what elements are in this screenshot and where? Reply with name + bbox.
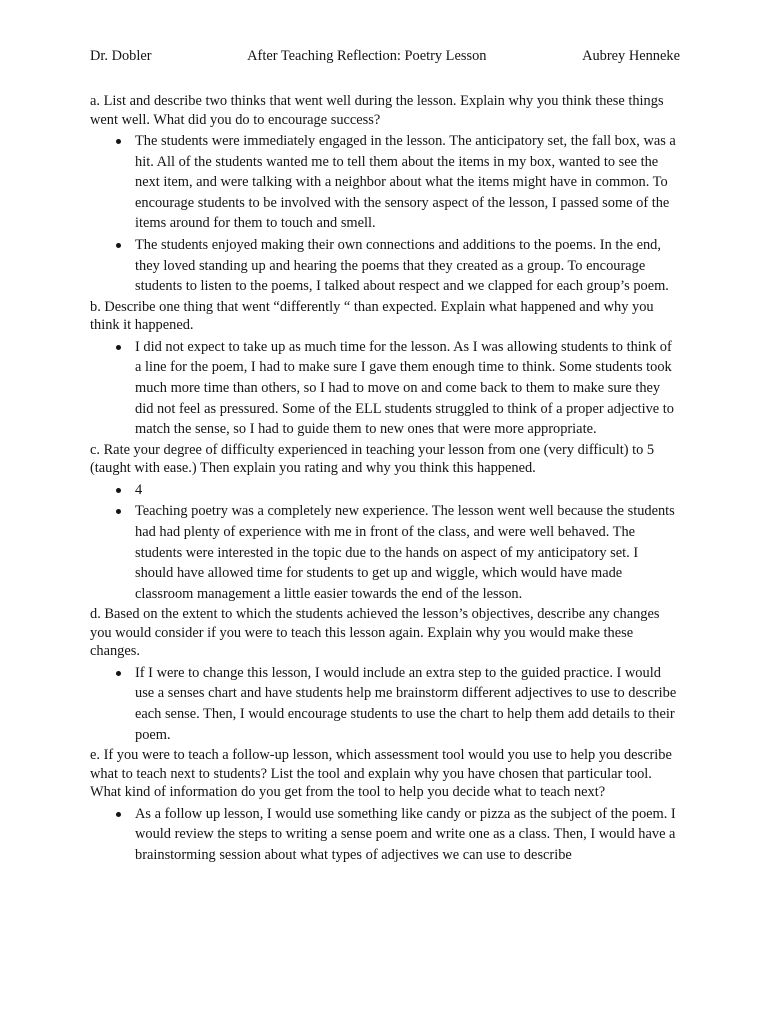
answer-bullet: 4 bbox=[135, 480, 680, 501]
answer-list-a bbox=[90, 131, 680, 297]
document-body bbox=[90, 92, 680, 866]
answer-list-e bbox=[90, 804, 680, 866]
answer-bullet: The students enjoyed making their own connections and additions to the poems. In the end, they loved standing up and hearing the poems that they created as a group. To encourage students to listen to the poems, I talked about respect and we clapped for each group’s poem. bbox=[135, 235, 680, 297]
answer-list-d bbox=[90, 663, 680, 745]
answer-list-c bbox=[90, 480, 680, 605]
document-title: After Teaching Reflection: Poetry Lesson bbox=[247, 48, 487, 64]
page-header bbox=[90, 46, 680, 66]
instructor-name: Dr. Dobler bbox=[90, 48, 152, 64]
answer-bullet: I did not expect to take up as much time for the lesson. As I was allowing students to think of a line for the poem, I had to make sure I gave them enough time to think. Some students took much more time than others, so I had to move on and come back to them to make sure they did not feel as pressured. Some of the ELL students struggled to think of a proper adjective to match the sense, so I had to guide them to new ones that were more appropriate. bbox=[135, 337, 680, 440]
question-a: a. List and describe two thinks that went well during the lesson. Explain why you think these things went well. What did you do to encourage success? bbox=[90, 93, 664, 128]
answer-bullet: If I were to change this lesson, I would include an extra step to the guided practice. I would use a senses chart and have students help me brainstorm different adjectives to use to describe each sense. Then, I would encourage students to use the chart to help them add details to their poem. bbox=[135, 663, 680, 745]
answer-bullet: The students were immediately engaged in the lesson. The anticipatory set, the fall box, was a hit. All of the students wanted me to tell them about the items in my box, wanted to see the next item, and were talking with a neighbor about what the items might have in common. To encourage students to be involved with the sensory aspect of the lesson, I passed some of the items around for them to touch and smell. bbox=[135, 131, 680, 234]
answer-list-b bbox=[90, 337, 680, 440]
question-d: d. Based on the extent to which the students achieved the lesson’s objectives, describe any changes you would consider if you were to teach this lesson again. Explain why you would make these changes. bbox=[90, 606, 660, 660]
question-c: c. Rate your degree of difficulty experienced in teaching your lesson from one (very difficult) to 5 (taught with ease.) Then explain you rating and why you think this happened. bbox=[90, 441, 655, 477]
answer-bullet: As a follow up lesson, I would use something like candy or pizza as the subject of the poem. I would review the steps to writing a sense poem and write one as a class. Then, I would have a brainstorming session about what types of adjectives we can use to describe bbox=[135, 804, 680, 866]
question-b: b. Describe one thing that went “differently “ than expected. Explain what happened and why you think it happened. bbox=[90, 298, 654, 334]
question-e: e. If you were to teach a follow-up lesson, which assessment tool would you use to help you describe what to teach next to students? List the tool and explain why you have chosen that particular tool. What kind of information do you get from the tool to help you decide what to teach next? bbox=[90, 747, 672, 801]
author-name: Aubrey Henneke bbox=[582, 48, 680, 64]
answer-bullet: Teaching poetry was a completely new experience. The lesson went well because the students had had plenty of experience with me in front of the class, and were well behaved. The students were interested in the topic due to the hands on aspect of my anticipatory set. I should have allowed time for students to get up and wiggle, which would have made classroom management a little easier towards the end of the lesson. bbox=[135, 501, 680, 604]
